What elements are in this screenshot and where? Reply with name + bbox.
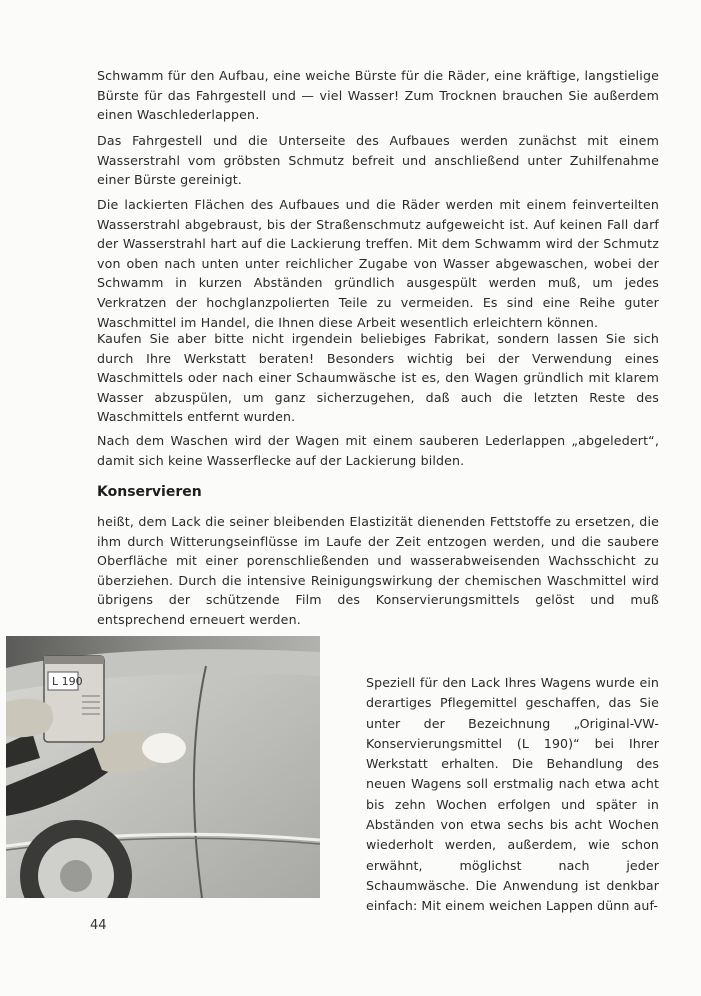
paragraph-wash-tools: Schwamm für den Aufbau, eine weiche Bürste für die Räder, eine kräftige, langstielige Bürste für das Fahrgestell und — viel Wasser! Zum Trocknen brauchen Sie außerdem einen Waschlederlappen. [97,68,659,123]
paragraph-drying: Nach dem Waschen wird der Wagen mit einem sauberen Lederlappen „abgeledert“, damit sich keine Wasserflecke auf der Lackierung bilden. [97,433,659,468]
photo-car-polishing [6,636,320,898]
paragraph-conserving: heißt, dem Lack die seiner bleibenden Elastizität dienenden Fettstoffe zu ersetzen, die ihm durch Witterungseinflüsse im Laufe der Zeit entzogen werden, und die saubere Oberfläche mit einer porenschließenden und wasserabweisenden Wachsschicht zu überziehen. Durch die intensive Reinigungswirkung der chemischen Waschmittel wird übrigens der schützende Film des Konservierungsmittels gelöst und muß entsprechend erneuert werden. [97,514,659,627]
can-label: L 190 [52,675,83,688]
photo-illustration [6,636,320,898]
column-text: Speziell für den Lack Ihres Wagens wurde ein derartiges Pflegemittel geschaffen, das Sie unter der Bezeichnung „Original-VW-Konservierungsmittel (L 190)“ bei Ihrer Werkstatt erhalten. Die Behandlung des neuen Wagens soll erstmalig nach etwa acht bis zehn Wochen erfolgen und später in Abständen von etwa sechs bis acht Wochen wiederholt werden, außerdem, wie schon erwähnt, möglichst nach jeder Schaumwäsche. Die Anwendung ist denkbar einfach: Mit einem weichen Lappen dünn auf- [366,675,659,914]
paragraph-undercarriage: Das Fahrgestell und die Unterseite des Aufbaues werden zunächst mit einem Wasserstrahl vom gröbsten Schmutz befreit und anschließend unter Zuhilfenahme einer Bürste gereinigt. [97,133,659,188]
section-heading: Konservieren [97,484,202,500]
paragraph-painted-surfaces: Die lackierten Flächen des Aufbaues und die Räder werden mit einem feinverteilten Wasserstrahl abgebraust, bis der Straßenschmutz aufgeweicht ist. Auf keinen Fall darf der Wasserstrahl hart auf die Lackierung treffen. Mit dem Schwamm wird der Schmutz von oben nach unten unter reichlicher Zugabe von Wasser abgewaschen, wobei der Schwamm in kurzen Abständen gründlich ausgespült werden muß, um jedes Verkratzen der hochglanzpolierten Teile zu vermeiden. Es sind eine Reihe guter Waschmittel im Handel, die Ihnen diese Arbeit wesentlich erleichtern können. [97,197,659,330]
page-number: 44 [90,918,107,933]
paragraph-detergent-advice: Kaufen Sie aber bitte nicht irgendein beliebiges Fabrikat, sondern lassen Sie sich durch Ihre Werkstatt beraten! Besonders wichtig bei der Verwendung eines Waschmittels oder nach einer Schaumwäsche ist es, den Wagen gründlich mit klarem Wasser abzuspülen, um ganz sicherzugehen, daß auch die letzten Reste des Waschmittels entfernt wurden. [97,331,659,425]
